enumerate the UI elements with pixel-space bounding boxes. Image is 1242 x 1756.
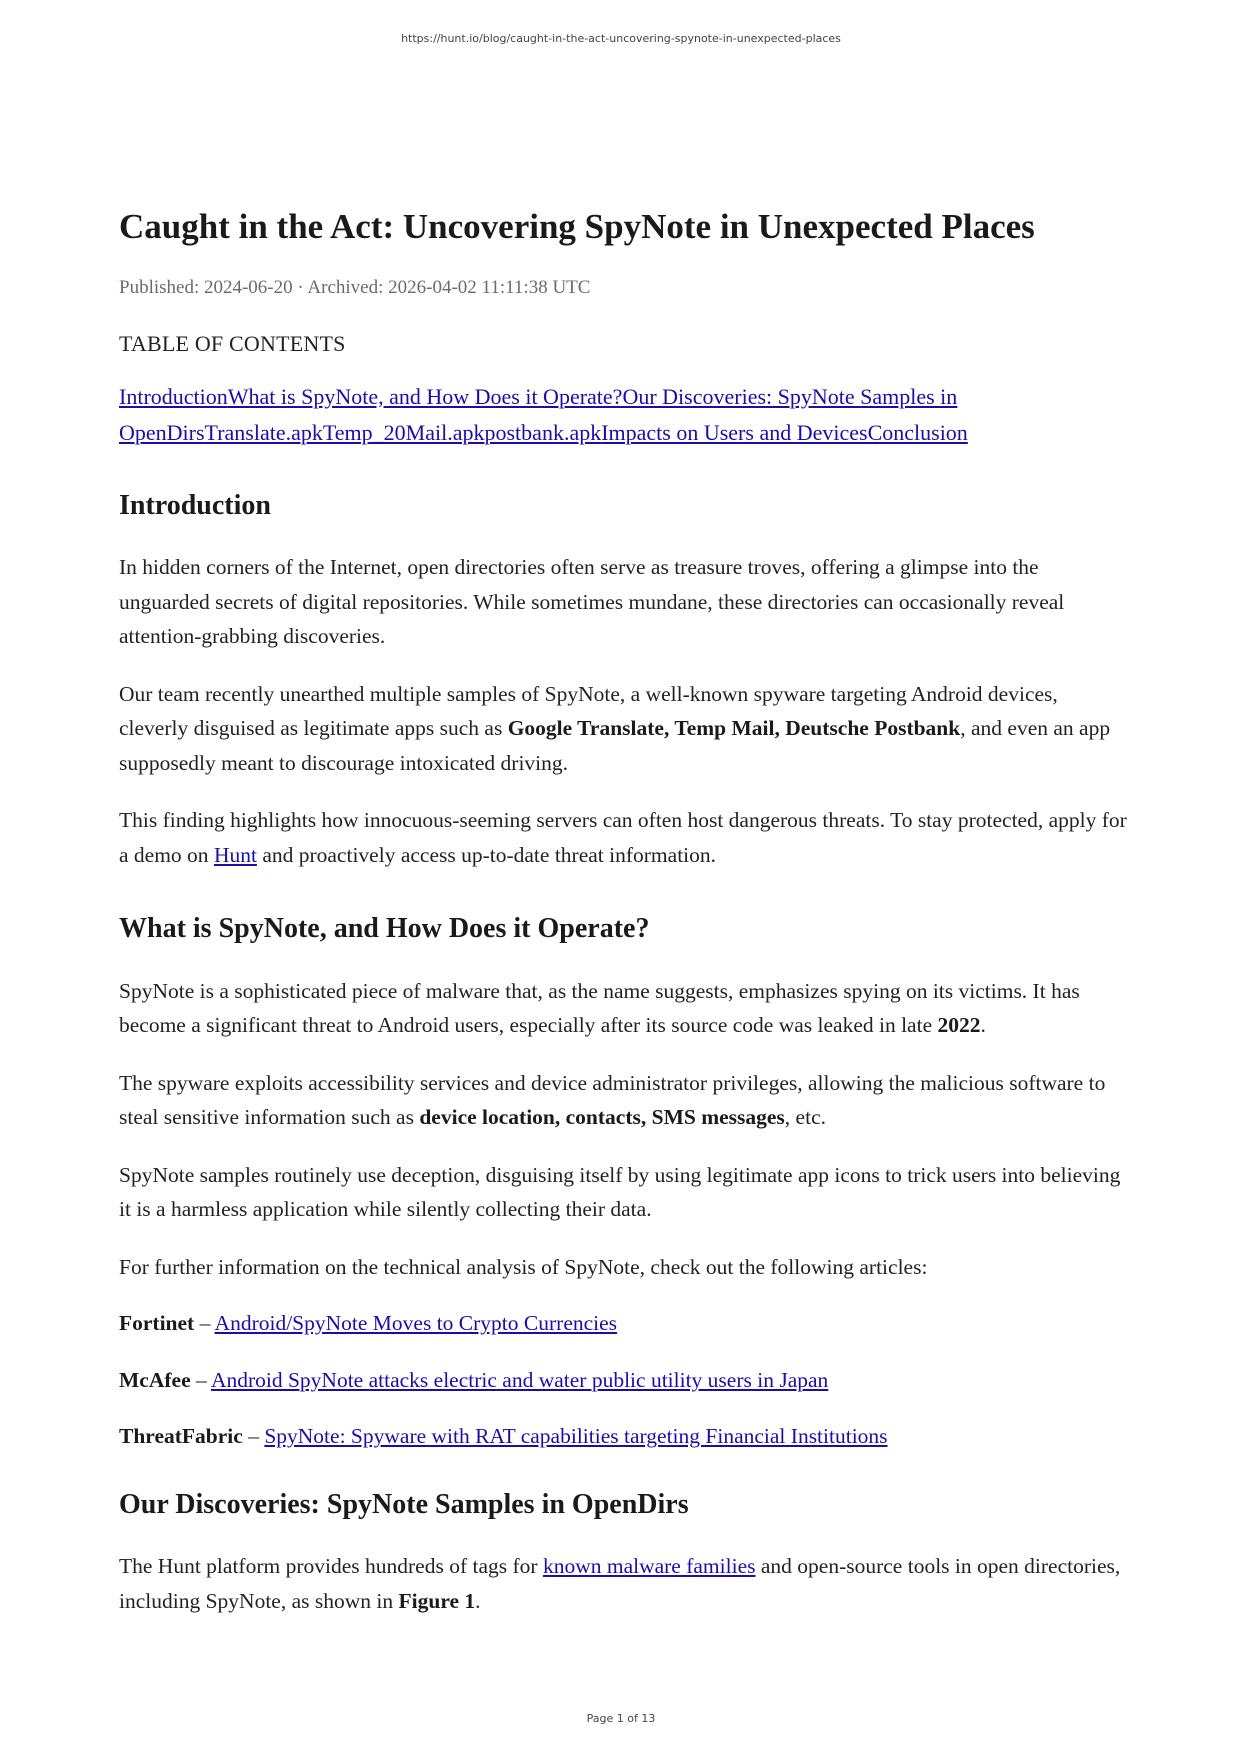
bold-apps: Google Translate, Temp Mail, Deutsche Postbank [507, 716, 961, 741]
reference-separator: – [242, 1424, 265, 1449]
what-paragraph-1 [119, 974, 1129, 1043]
reference-fortinet [119, 1306, 1129, 1341]
bold-year: 2022 [937, 1013, 981, 1038]
what-paragraph-2 [119, 1066, 1129, 1135]
text-span: The spyware exploits accessibility services and device administrator privileges, allowing the malicious software to steal sensitive information such as [119, 1070, 1106, 1130]
hunt-link[interactable]: Hunt [213, 842, 257, 867]
section-heading-our-discoveries: Our Discoveries: SpyNote Samples in OpenDirs [119, 1488, 689, 1520]
reference-link-fortinet[interactable]: Android/SpyNote Moves to Crypto Currencies [214, 1311, 618, 1336]
article-meta: Published: 2024-06-20 · Archived: 2026-04-02 11:11:38 UTC [119, 277, 591, 298]
text-span: . [475, 1588, 481, 1613]
text-span: and open-source tools in open directories, including SpyNote, as shown in [119, 1554, 1121, 1613]
toc-link-translate-apk[interactable]: Translate.apk [204, 419, 323, 445]
reference-separator: – [194, 1311, 215, 1336]
bold-figure-ref: Figure 1 [398, 1588, 476, 1613]
reference-threatfabric [119, 1419, 1129, 1454]
reference-mcafee [119, 1363, 1129, 1398]
article [119, 206, 1129, 1618]
reference-source: McAfee [119, 1367, 191, 1392]
text-span: Our team recently unearthed multiple samples of SpyNote, a well-known spyware targeting Android devices, cleverly disguised as legitimate apps such as [119, 681, 1058, 741]
text-span: , and even an app supposedly meant to discourage intoxicated driving. [119, 716, 1111, 775]
text-span: This finding highlights how innocuous-seeming servers can often host dangerous threats. To stay protected, apply for a demo on [119, 808, 1127, 867]
intro-paragraph-3 [119, 803, 1129, 872]
page-number-footer: Page 1 of 13 [586, 1712, 656, 1725]
toc-link-postbank-apk[interactable]: postbank.apk [484, 419, 602, 445]
discoveries-paragraph-1 [119, 1549, 1129, 1618]
text-span: and proactively access up-to-date threat information. [256, 842, 717, 867]
section-heading-what-is-spynote: What is SpyNote, and How Does it Operate? [119, 913, 650, 945]
toc-link-conclusion[interactable]: Conclusion [867, 419, 968, 445]
what-paragraph-4: For further information on the technical analysis of SpyNote, check out the following articles: [119, 1254, 928, 1279]
text-span: , etc. [784, 1105, 826, 1130]
section-heading-introduction: Introduction [119, 489, 271, 521]
known-malware-families-link[interactable]: known malware families [542, 1554, 756, 1579]
text-span: SpyNote is a sophisticated piece of malware that, as the name suggests, emphasizes spying on its victims. It has become a significant threat to Android users, especially after its source code was leaked in late [119, 978, 1080, 1038]
table-of-contents [119, 379, 1129, 451]
bold-data-types: device location, contacts, SMS messages [419, 1105, 785, 1130]
toc-link-introduction[interactable]: Introduction [119, 383, 228, 409]
article-title: Caught in the Act: Uncovering SpyNote in Unexpected Places [119, 207, 1035, 246]
reference-source: Fortinet [119, 1311, 195, 1336]
reference-link-mcafee[interactable]: Android SpyNote attacks electric and water public utility users in Japan [210, 1367, 829, 1392]
reference-source: ThreatFabric [119, 1424, 243, 1449]
text-span: . [980, 1013, 986, 1038]
toc-title: TABLE OF CONTENTS [119, 330, 346, 356]
toc-link-impacts[interactable]: Impacts on Users and Devices [601, 419, 868, 445]
intro-paragraph-1: In hidden corners of the Internet, open directories often serve as treasure troves, offering a glimpse into the unguarded secrets of digital repositories. While sometimes mundane, these directories can occasionally reveal attention-grabbing discoveries. [119, 555, 1065, 649]
toc-link-what-is-spynote[interactable]: What is SpyNote, and How Does it Operate? [227, 383, 623, 409]
intro-paragraph-2 [119, 677, 1129, 781]
text-span: The Hunt platform provides hundreds of tags for [119, 1554, 543, 1579]
toc-link-temp-mail-apk[interactable]: Temp_20Mail.apk [322, 419, 485, 445]
what-paragraph-3: SpyNote samples routinely use deception, disguising itself by using legitimate app icons to trick users into believing it is a harmless application while silently collecting their data. [119, 1162, 1121, 1222]
reference-separator: – [190, 1367, 211, 1392]
page-url-header: https://hunt.io/blog/caught-in-the-act-uncovering-spynote-in-unexpected-places [401, 32, 841, 45]
toc-link-our-discoveries[interactable]: Our Discoveries: SpyNote Samples in OpenDirs [119, 383, 958, 445]
reference-link-threatfabric[interactable]: SpyNote: Spyware with RAT capabilities targeting Financial Institutions [264, 1424, 888, 1449]
